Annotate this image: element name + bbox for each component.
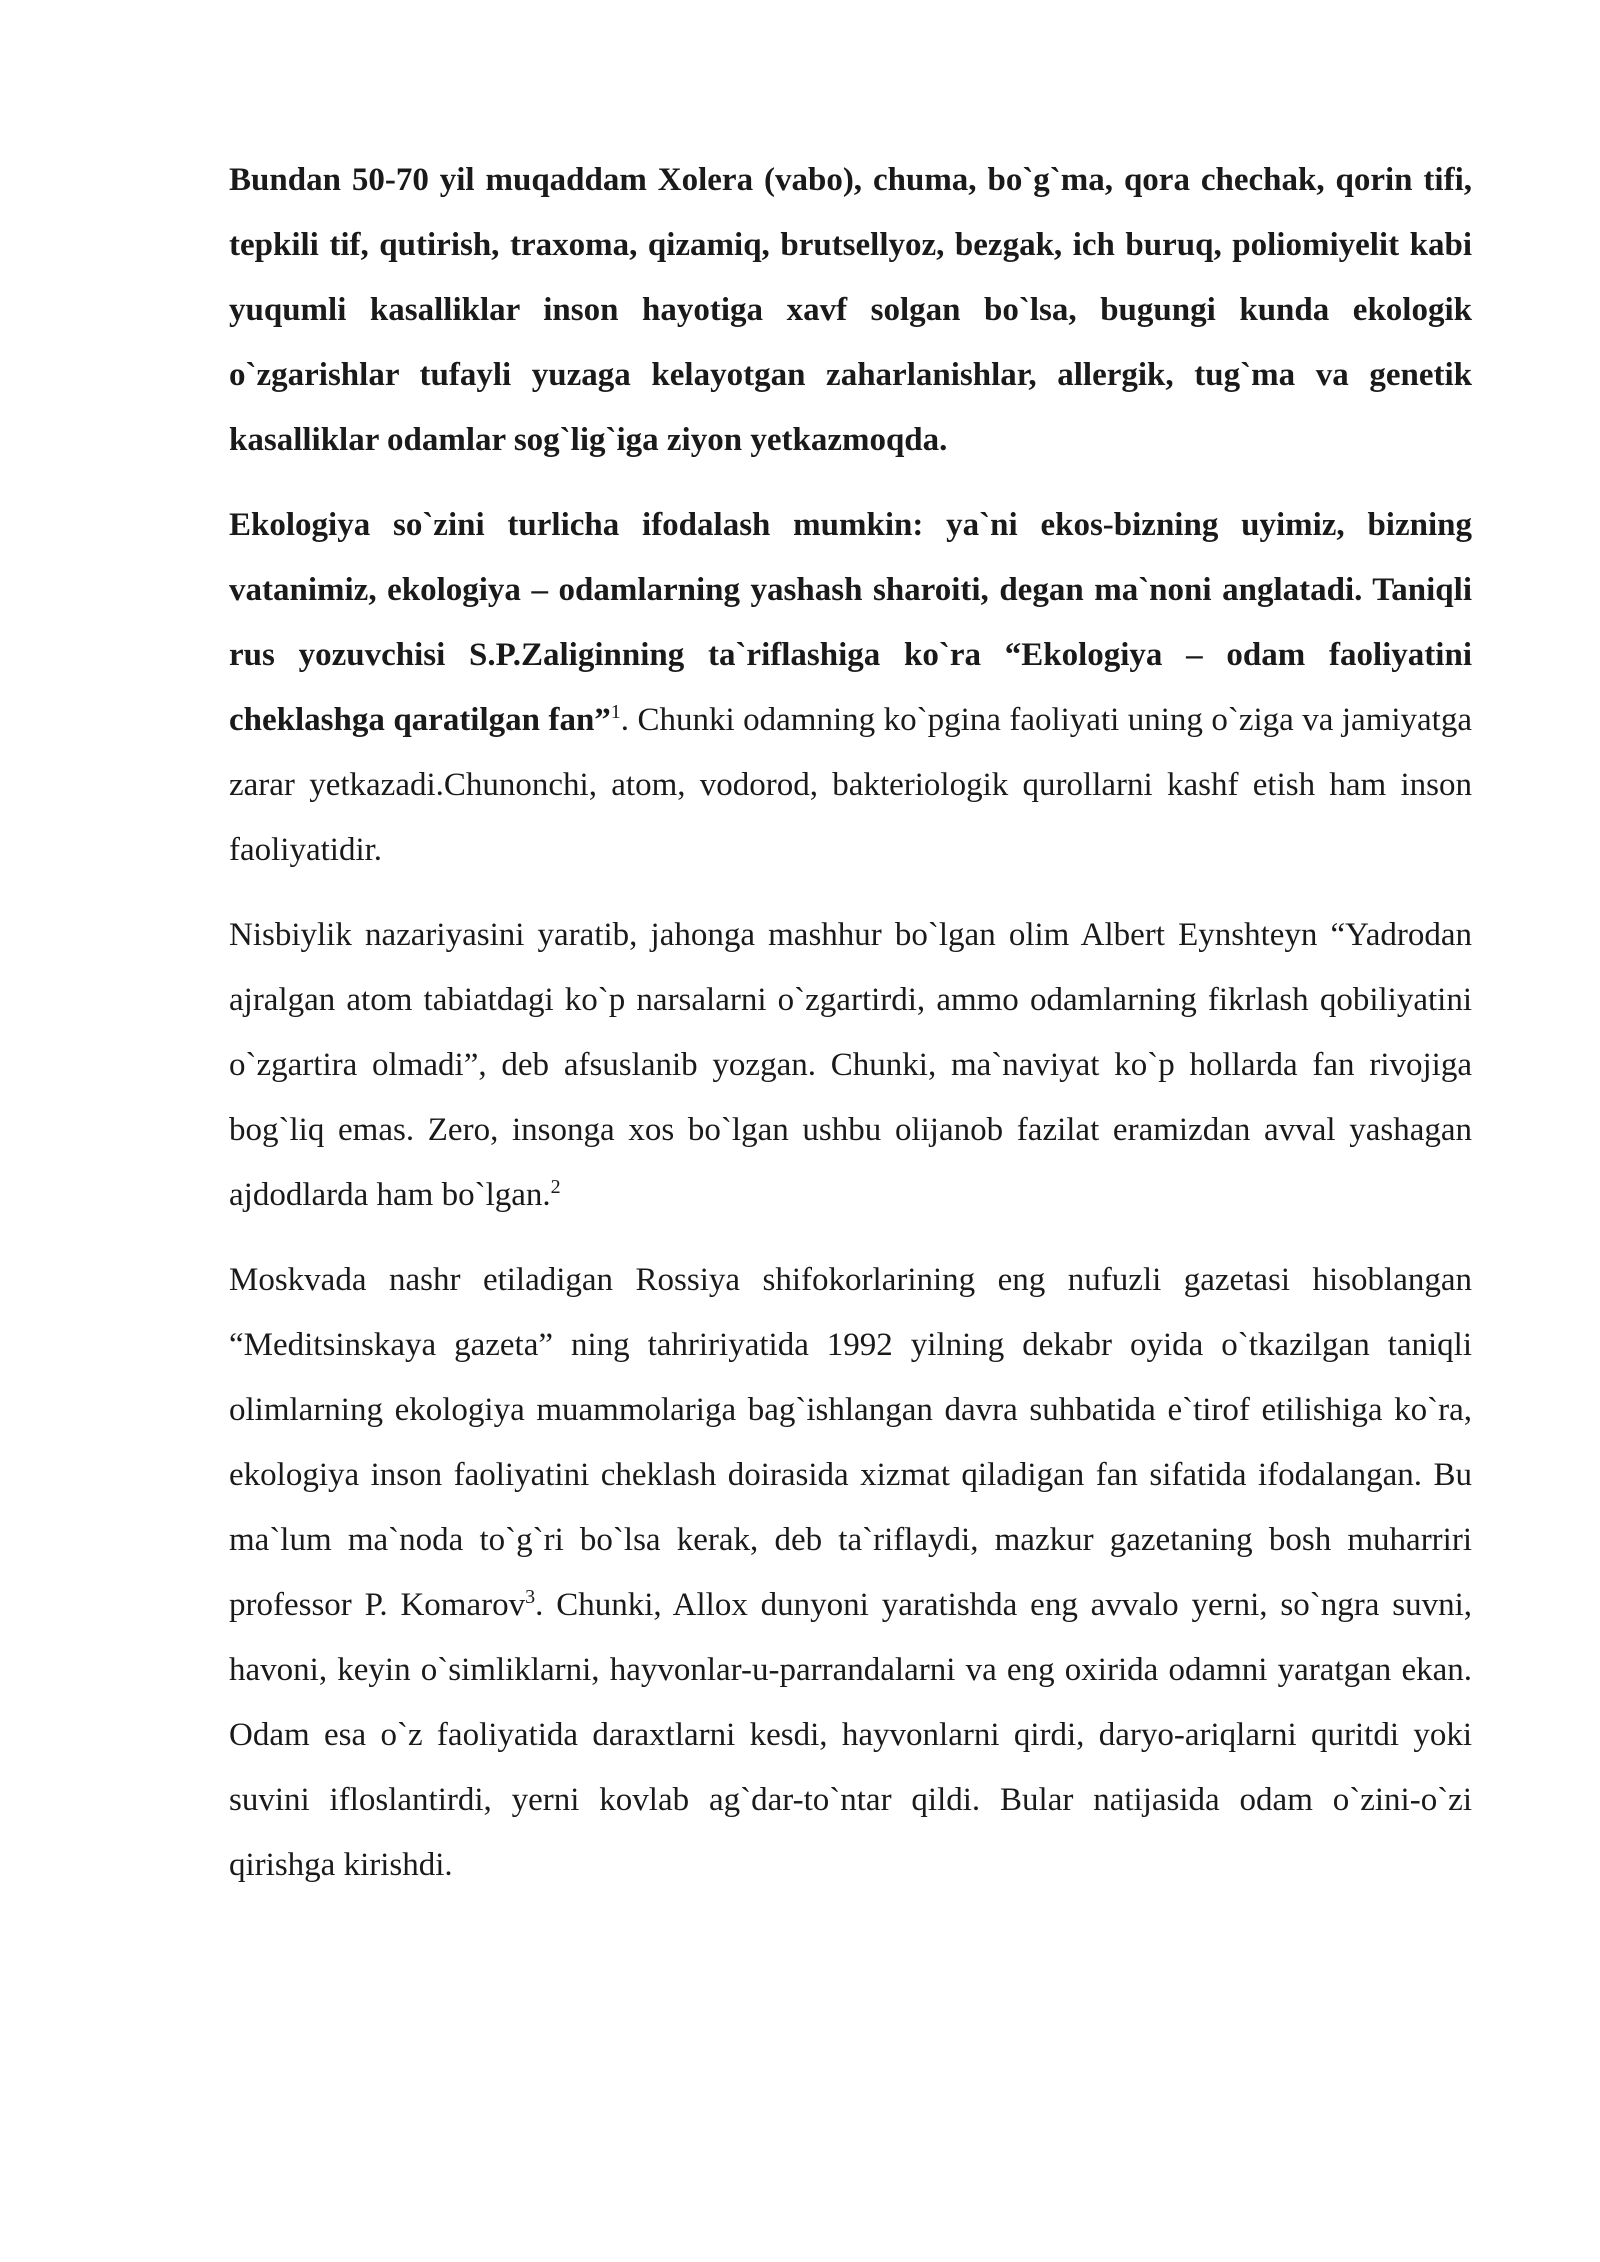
footnote-marker: 1 [610, 701, 621, 723]
paragraph-text: Bundan 50-70 yil muqaddam Xolera (vabo), chuma, bo`g`ma, qora chechak, qorin tifi, tepkili tif, qutirish, traxoma, qizamiq, brutsellyoz, bezgak, ich buruq, poliomiyelit kabi yuqumli kasalliklar inson hayotiga xavf solgan bo`lsa, bugungi kunda ekologik o`zgarishlar tufayli yuzaga kelayotgan zaharlanishlar, allergik, tug`ma va genetik kasalliklar odamlar sog`lig`iga ziyon yetkazmoqda. [229, 162, 1472, 458]
paragraph-moscow-gazette [229, 1248, 1472, 1898]
paragraph-ecology-definition [229, 493, 1472, 883]
paragraph-text: . Chunki odamning ko`pgina faoliyati uning o`ziga va jamiyatga zarar yetkazadi.Chunonchi, atom, vodorod, bakteriologik qurollarni kashf etish ham inson faoliyatidir. [229, 702, 1472, 868]
document-page [229, 148, 1472, 1918]
paragraph-diseases [229, 148, 1472, 473]
paragraph-bold-text: Ekologiya so`zini turlicha ifodalash mumkin: ya`ni ekos-bizning uyimiz, bizning vatanimiz, ekologiya – odamlarning yashash sharoiti, degan ma`noni anglatadi. Taniqli rus yozuvchisi S.P.Zaliginning ta`riflashiga ko`ra “Ekologiya – odam faoliyatini cheklashga qaratilgan fan” [229, 507, 1472, 738]
paragraph-einstein [229, 903, 1472, 1228]
footnote-marker: 3 [525, 1586, 536, 1608]
paragraph-text: Moskvada nashr etiladigan Rossiya shifokorlarining eng nufuzli gazetasi hisoblangan “Meditsinskaya gazeta” ning tahririyatida 1992 yilning dekabr oyida o`tkazilgan taniqli olimlarning ekologiya muammolariga bag`ishlangan davra suhbatida e`tirof etilishiga ko`ra, ekologiya inson faoliyatini cheklash doirasida xizmat qiladigan fan sifatida ifodalangan. Bu ma`lum ma`noda to`g`ri bo`lsa kerak, deb ta`riflaydi, mazkur gazetaning bosh muharriri professor P. Komarov [229, 1262, 1472, 1623]
paragraph-text: . Chunki, Allox dunyoni yaratishda eng avvalo yerni, so`ngra suvni, havoni, keyin o`simliklarni, hayvonlar-u-parrandalarni va eng oxirida odamni yaratgan ekan. Odam esa o`z faoliyatida daraxtlarni kesdi, hayvonlarni qirdi, daryo-ariqlarni quritdi yoki suvini ifloslantirdi, yerni kovlab ag`dar-to`ntar qildi. Bular natijasida odam o`zini-o`zi qirishga kirishdi. [229, 1587, 1472, 1883]
footnote-marker: 2 [550, 1176, 561, 1198]
paragraph-text: Nisbiylik nazariyasini yaratib, jahonga mashhur bo`lgan olim Albert Eynshteyn “Yadrodan ajralgan atom tabiatdagi ko`p narsalarni o`zgartirdi, ammo odamlarning fikrlash qobiliyatini o`zgartira olmadi”, deb afsuslanib yozgan. Chunki, ma`naviyat ko`p hollarda fan rivojiga bog`liq emas. Zero, insonga xos bo`lgan ushbu olijanob fazilat eramizdan avval yashagan ajdodlarda ham bo`lgan. [229, 917, 1472, 1213]
